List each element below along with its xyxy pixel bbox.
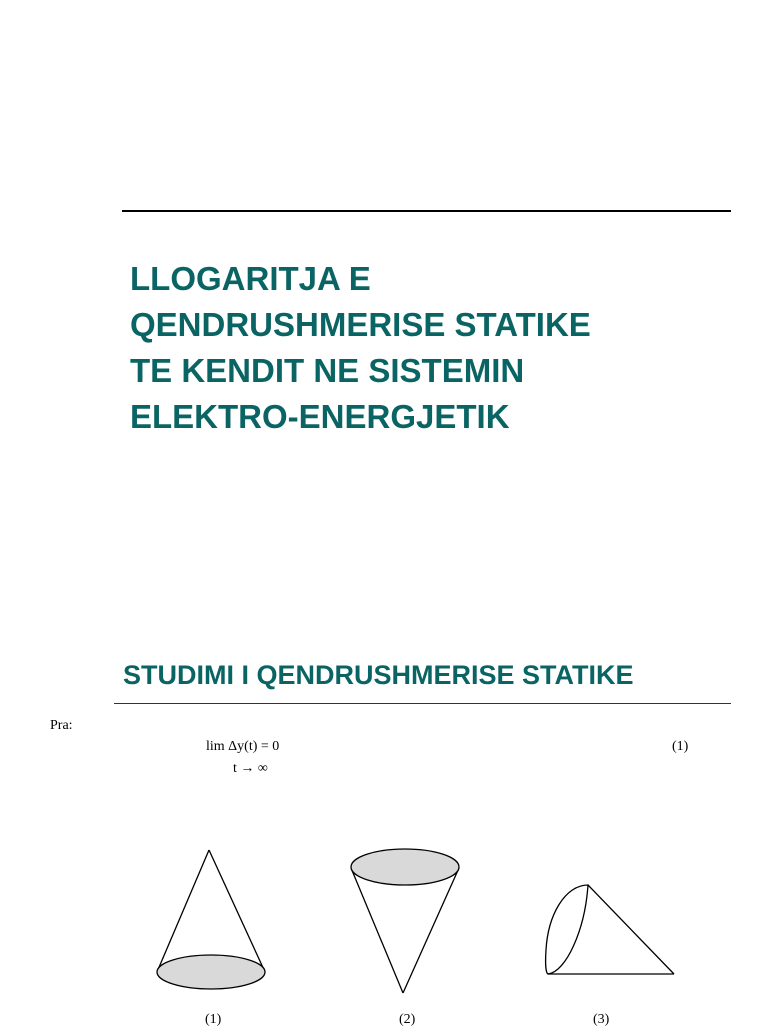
- slide-title-line-4: ELEKTRO-ENERGJETIK: [130, 398, 510, 435]
- equation-limit: lim Δy(t) = 0: [206, 739, 280, 754]
- figure-caption-1: (1): [205, 1012, 222, 1027]
- lying-cone-figure: [546, 885, 674, 974]
- inverted-cone-top: [351, 849, 459, 885]
- slide-title-line-3: TE KENDIT NE SISTEMIN: [130, 352, 525, 389]
- slide-title: [130, 256, 740, 440]
- slide-title-line-1: LLOGARITJA E: [130, 260, 371, 297]
- slide-title-line-2: QENDRUSHMERISE STATIKE: [130, 306, 591, 343]
- inverted-cone-figure: [351, 849, 459, 993]
- section-divider-line: [114, 703, 731, 704]
- equation-subscript: t → ∞: [233, 761, 268, 776]
- figure-caption-2: (2): [399, 1012, 416, 1027]
- intro-text: Pra:: [50, 718, 73, 733]
- top-divider-line: [122, 210, 731, 212]
- upright-cone-base: [157, 955, 265, 989]
- figure-caption-3: (3): [593, 1012, 610, 1027]
- stability-cones-figure: [0, 820, 768, 1024]
- equation-number: (1): [672, 739, 689, 754]
- section-title: STUDIMI I QENDRUSHMERISE STATIKE: [123, 660, 634, 690]
- upright-cone-figure: [157, 850, 265, 989]
